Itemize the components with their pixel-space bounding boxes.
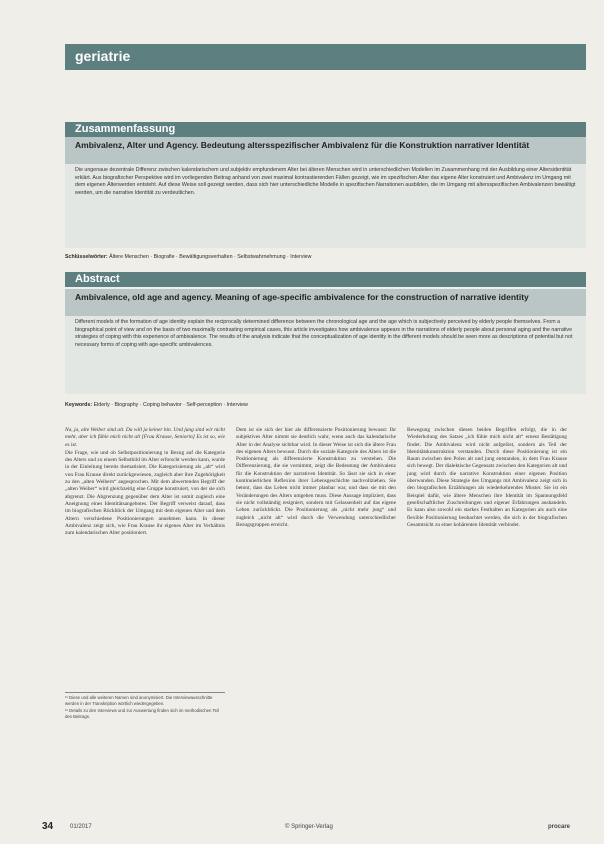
abstract-body: Different models of the formation of age identity explain the reciprocally determined difference between the chronological age and the age which is subjectively perceived by elderly people themselves. From a biographical point of view and on the basis of two maximally contrasting empirical cases, this article investigates how ambivalence appears in the narrations of elderly people about personal aging and the narrative strategies of coping with this experience of ambivalence. The results of the analysis indicate that the conceptualization of age identity in the different models should be seen more as descriptions of potential but not necessary forms of coping with age-specific ambivalences. [75,319,573,348]
zusammenfassung-subtitle: Ambivalenz, Alter und Agency. Bedeutung altersspezifischer Ambivalenz für die Konstruktion narrativer Identität [75,140,530,150]
abstract-heading-bar [65,272,586,287]
abstract-subtitle: Ambivalence, old age and agency. Meaning of age-specific ambivalence for the construction of narrative identity [75,292,529,302]
column-2-text: Dem ist sie sich der hier als differenzierte Positionierung bewusst: Ihr subjektives Alter nimmt sie deutlich wahr, wenn auch das kalendarische Alter in der Analyse sichtbar wird. In dieser Weise ist sich die ältere Frau des eigenen Alters bewusst. Durch die soziale Kategorie des Alters ist die Positionierung als differenzierte Konstruktion zu verstehen. Die Differenzierung, die sie vornimmt, zeigt die Bedeutung der Ambivalenz für die Konstruktion der narrativen Identität. So lässt sie sich in einer kontinuierlichen Reflexion ihrer Lebensgeschichte nachvollziehen. Sie betont, dass das Leben nicht immer planbar war, und dass sie mit den Veränderungen des Alters umgehen muss. Diese Aussage impliziert, dass sie nicht vollständig resigniert, sondern mit Gelassenheit auf das eigene Leben zurückblickt. Die Positionierung als „nicht mehr jung“ und zugleich „nicht alt“ wird durch die Verwendung unterschiedlicher Bezugsgruppen erreicht. [236,427,396,528]
text-column-2 [236,427,396,530]
column-3-text: Bewegung zwischen diesen beiden Begriffen erfolgt, die in der Wiederholung des Satzes „ich fühle mich nicht alt“ erneut Bestätigung findet. Die Ambivalenz wird nicht aufgelöst, sondern als Teil der Identitätskonstruktion verstanden. Durch diese Positionierung ist ein Raum zwischen den Polen alt und jung entstanden, in dem Frau Krause sich bewegt. Der dialektische Gegensatz zwischen den Kategorien alt und jung wird durch die narrative Konstruktion einer eigenen Position überwunden. Diese Strategie des Umgangs mit Ambivalenz zeigt sich in den biografischen Erzählungen als wiederkehrendes Muster. Sie ist ein Beispiel dafür, wie ältere Menschen ihre Identität im Spannungsfeld gesellschaftlicher Zuschreibungen und eigener Erfahrungen aushandeln. Es kann also sowohl ein starkes Festhalten an Kategorien als auch eine flexible Positionierung beobachtet werden, die sich in der biografischen Gesamtsicht zu einer kohärenten Identität verbindet. [407,427,567,528]
zusammenfassung-body-box [65,164,586,248]
zusammenfassung-subtitle-bar [65,137,586,164]
footnote-2: ¹² Details zu den Interviews und zur Auswertung finden sich im methodischen Teil des Beitrags. [65,708,219,719]
keywords-en: Elderly · Biography · Coping behavior · Self-perception · Interview [93,402,248,408]
journal-section-title: geriatrie [75,48,131,64]
keywords-de: Ältere Menschen · Biografie · Bewältigungsverhalten · Selbstwahrnehmung · Interview [109,254,312,260]
keywords-label-en: Keywords: [65,402,93,408]
abstract-heading: Abstract [75,273,120,285]
abstract-keywords [65,402,586,409]
intro-quote: Na, ja, alte Weiber sind alt. Da will ja keiner hin. Und jung sind wir nicht mehr, aber ich fühle mich nicht alt [Frau Krause, Seniorin] Es ist so, wie es ist. [65,427,225,448]
zusammenfassung-heading: Zusammenfassung [75,123,176,135]
journal-name: procare [548,824,571,830]
keywords-label-de: Schlüsselwörter: [65,254,108,260]
issue-label: 01/2017 [70,824,92,830]
text-column-3 [407,427,567,530]
abstract-subtitle-bar [65,289,586,316]
footnotes [65,692,225,721]
footnote-1: ¹¹ Diese und alle weiteren Namen sind anonymisiert. Die Interviewausschnitte werden in der Transkription wörtlich wiedergegeben. [65,695,213,706]
zusammenfassung-body: Die ungenaue dezentrale Differenz zwischen kalendarischem und subjektiv empfundenem Alter bei älteren Menschen wird in unterschiedlichen Modellen im Zusammenhang mit der Ausbildung einer Altersidentität erklärt. Aus biografischer Perspektive wird im vorliegenden Beitrag anhand von zwei maximal kontrastierenden Fällen gezeigt, wie im spezifischen Alter das eigene Alter konstruiert und Ambivalenz im Umgang mit dem eigenen Älterwerden entsteht. Auf diese Weise soll gezeigt werden, dass sich hier unterschiedliche Modelle in spezifischen Narrationen ausbilden, die im Umgang mit altersspezifischen Ambivalenzen bewältigt werden, um die narrative Identität zu verdeutlichen. [75,167,576,196]
abstract-body-box [65,316,586,394]
column-1-text: Die Frage, wie und ob Selbstpositionierung in Bezug auf die Kategorie des Alters und zu einem Selbstbild im Alter erforscht werden kann, wurde in der Einleitung bereits thematisiert. Die Kategorisierung als „alt“ wird von Frau Krause direkt zurückgewiesen, zugleich aber ihre Zugehörigkeit zu den „alten Weibern“ angesprochen. Mit dem abwertenden Begriff der „alten Weiber“ wird gleichzeitig eine Gruppe konstruiert, von der sie sich abgrenzt. Die Abgrenzung gegenüber dem Alter ist somit zugleich eine Aneignung eines Identitätsangebotes. Der Begriff verweist darauf, dass im biografischen Rückblick der Umgang mit dem eigenen Alter und dem Altern verschiedene Positionierungen annehmen kann. In dieser Ambivalenz zeigt sich, wie Frau Krause ihr eigenes Alter im Verhältnis zum kalendarischen Alter positioniert. [65,449,225,537]
zusammenfassung-heading-bar [65,122,586,137]
publisher-label: © Springer-Verlag [285,824,333,830]
page-number: 34 [42,821,54,832]
text-column-1 [65,427,225,538]
journal-section-header [65,44,586,70]
zusammenfassung-keywords [65,254,586,261]
